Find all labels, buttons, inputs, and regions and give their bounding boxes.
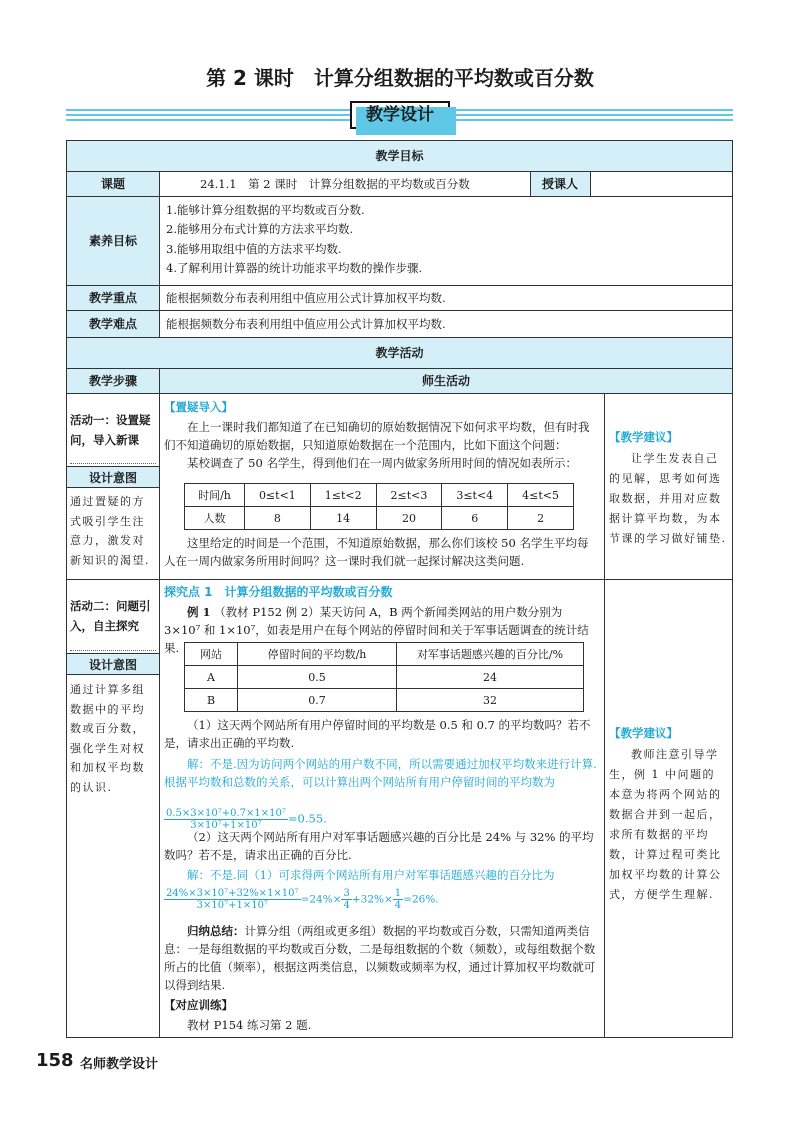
difficulty-label: 教学难点 — [88, 317, 137, 331]
answer-1: 解：不是.因为访问两个网站的用户数不同，所以需要通过加权平均数来进行计算.根据平均数和总数的关系，可以计算出两个网站所有用户停留时间的平均数为 — [164, 757, 597, 789]
activity1-para — [164, 418, 598, 472]
answer-2-formula: $\frac{\text{24\%×3×10⁷+32\%×1×10⁷}}{\text{3×10⁷+1×10⁷}}$ =24%× $\frac{3}{4}$ +32%× $\frac{1}{4}$ =26%. — [166, 888, 439, 911]
website-td: 0.5 — [238, 666, 397, 689]
website-td: 24 — [397, 666, 584, 689]
activity1-p3-wrap — [164, 534, 598, 570]
activity1-intent: 通过置疑的方式吸引学生注意力，激发对新知识的渴望. — [70, 495, 150, 567]
explore-heading: 探究点 1 计算分组数据的平均数或百分数 — [164, 585, 393, 599]
activity1-p3: 这里给定的时间是一个范围，不知道原始数据，那么你们该校 50 名学生平均每人在一周内做家务所用时间吗？这一课时我们就一起探讨解决这类问题. — [164, 536, 589, 568]
chores-table-row — [185, 507, 574, 530]
banner-label: 教学设计 — [350, 101, 450, 129]
chores-td: 14 — [310, 507, 376, 530]
summary — [164, 922, 598, 994]
page-title: 第 2 课时 计算分组数据的平均数或百分数 — [206, 66, 594, 90]
a2-mid: =24%× — [300, 893, 342, 906]
practice: 教材 P154 练习第 2 题. — [187, 1018, 312, 1032]
chores-th: 4≤t<5 — [508, 484, 574, 507]
practice-tag: 【对应训练】 — [164, 998, 233, 1012]
page-number: 158 — [36, 1050, 74, 1071]
website-table-header — [185, 643, 584, 666]
difficulty-value: 能根据频数分布表利用组中值应用公式计算加权平均数. — [166, 317, 446, 331]
chores-td: 8 — [244, 507, 310, 530]
activity1-suggest: 让学生发表自己的见解，思考如何选取数据，并用对应数据计算平均数，为本节课的学习做好铺垫. — [609, 452, 727, 545]
footer-title: 名师教学设计 — [80, 1057, 159, 1072]
section-goals-heading: 教学目标 — [375, 149, 424, 163]
question-1: （1）这天两个网站所有用户停留时间的平均数是 0.5 和 0.7 的平均数吗？若不是，请求出正确的平均数. — [164, 718, 591, 750]
website-th: 网站 — [185, 643, 238, 666]
website-th: 对军事话题感兴趣的百分比/% — [397, 643, 584, 666]
activity2-intent: 通过计算多组数据中的平均数或百分数，强化学生对权和加权平均数的认识. — [70, 683, 145, 794]
answer-2: 解：不是.同（1）可求得两个网站所有用户对军事话题感兴趣的百分比为 — [187, 868, 555, 882]
activity1-p1: 在上一课时我们都知道了在已知确切的原始数据情况下如何求平均数，但有时我们不知道确切的原始数据，只知道原始数据在一个范围内，比如下面这个问题： — [164, 420, 590, 452]
literacy-item: 2.能够用分布式计算的方法求平均数. — [166, 222, 354, 236]
a1-result: =0.55. — [287, 811, 327, 826]
a1-denominator: 3×10⁷+1×10⁷ — [190, 820, 262, 831]
topic-label: 课题 — [100, 177, 125, 191]
chores-table-header — [185, 484, 574, 507]
example-label: 例 1 — [187, 605, 211, 619]
a1-numerator: 0.5×3×10⁷+0.7×1×10⁷ — [166, 808, 286, 819]
a2-result: =26%. — [403, 893, 439, 906]
website-table-row — [185, 689, 584, 712]
steps-header-left: 教学步骤 — [88, 374, 137, 388]
section-activities-heading: 教学活动 — [375, 346, 424, 360]
literacy-label: 素养目标 — [88, 234, 137, 248]
chores-th: 时间/h — [185, 484, 245, 507]
key-point-label: 教学重点 — [88, 291, 137, 305]
website-td: B — [185, 689, 238, 712]
example-text: （教材 P152 例 2）某天访问 A，B 两个新闻类网站的用户数分别为 3×10⁷ 和 1×10⁷，如表是用户在每个网站的停留时间和关于军事话题调查的统计结果. — [164, 605, 589, 655]
a2-denominator: 3×10⁷+1×10⁷ — [196, 900, 268, 911]
activity2-intent-label: 设计意图 — [88, 658, 137, 672]
chores-td: 20 — [376, 507, 442, 530]
activity2-suggest-tag: 【教学建议】 — [609, 726, 678, 740]
website-td: A — [185, 666, 238, 689]
a2-numerator: 24%×3×10⁷+32%×1×10⁷ — [166, 888, 299, 899]
chores-td: 6 — [442, 507, 508, 530]
chores-th: 0≤t<1 — [244, 484, 310, 507]
topic-value: 24.1.1 第 2 课时 计算分组数据的平均数或百分数 — [200, 177, 470, 191]
chores-th: 3≤t<4 — [442, 484, 508, 507]
chores-th: 1≤t<2 — [310, 484, 376, 507]
literacy-item: 4.了解利用计算器的统计功能求平均数的操作步骤. — [166, 261, 423, 275]
website-td: 32 — [397, 689, 584, 712]
website-td: 0.7 — [238, 689, 397, 712]
activity2-suggest: 教师注意引导学生，例 1 中问题的本意为将两个网站的数据合并到一起后，求所有数据的平均数，计算过程可类比加权平均数的计算公式，方便学生理解. — [609, 748, 722, 901]
website-table-row — [185, 666, 584, 689]
key-point-value: 能根据频数分布表利用组中值应用公式计算加权平均数. — [166, 291, 446, 305]
literacy-item: 1.能够计算分组数据的平均数或百分数. — [166, 203, 365, 217]
a2-mid2: +32%× — [351, 893, 393, 906]
summary-text: 计算分组（两组或更多组）数据的平均数或百分数，只需知道两类信息：一是每组数据的平均数或百分数，二是每组数据的个数（频数），或每组数据个数所占的比值（频率），根据这两类信息，以频数或频率为权，通过计算加权平均数就可以得到结果. — [164, 924, 596, 992]
chores-th: 2≤t<3 — [376, 484, 442, 507]
steps-header-right: 师生活动 — [421, 374, 470, 388]
website-table — [184, 642, 584, 712]
literacy-item: 3.能够用取组中值的方法求平均数. — [166, 242, 342, 256]
teacher-label: 授课人 — [541, 177, 578, 191]
activity1-tag: 【置疑导入】 — [164, 400, 233, 414]
chores-td: 人数 — [185, 507, 245, 530]
activity1-name: 活动一：设置疑问，导入新课 — [70, 413, 151, 447]
activity1-suggest-tag: 【教学建议】 — [609, 430, 678, 444]
summary-label: 归纳总结： — [187, 924, 245, 938]
activity1-p2: 某校调查了 50 名学生，得到他们在一周内做家务所用时间的情况如表所示： — [187, 456, 577, 470]
activity2-name: 活动二：问题引入，自主探究 — [70, 599, 151, 633]
activity1-intent-label: 设计意图 — [88, 471, 137, 485]
chores-table — [184, 483, 574, 530]
website-th: 停留时间的平均数/h — [238, 643, 397, 666]
question-2: （2）这天两个网站所有用户对军事话题感兴趣的百分比是 24% 与 32% 的平均数吗？若不是，请求出正确的百分比. — [164, 830, 594, 862]
chores-td: 2 — [508, 507, 574, 530]
